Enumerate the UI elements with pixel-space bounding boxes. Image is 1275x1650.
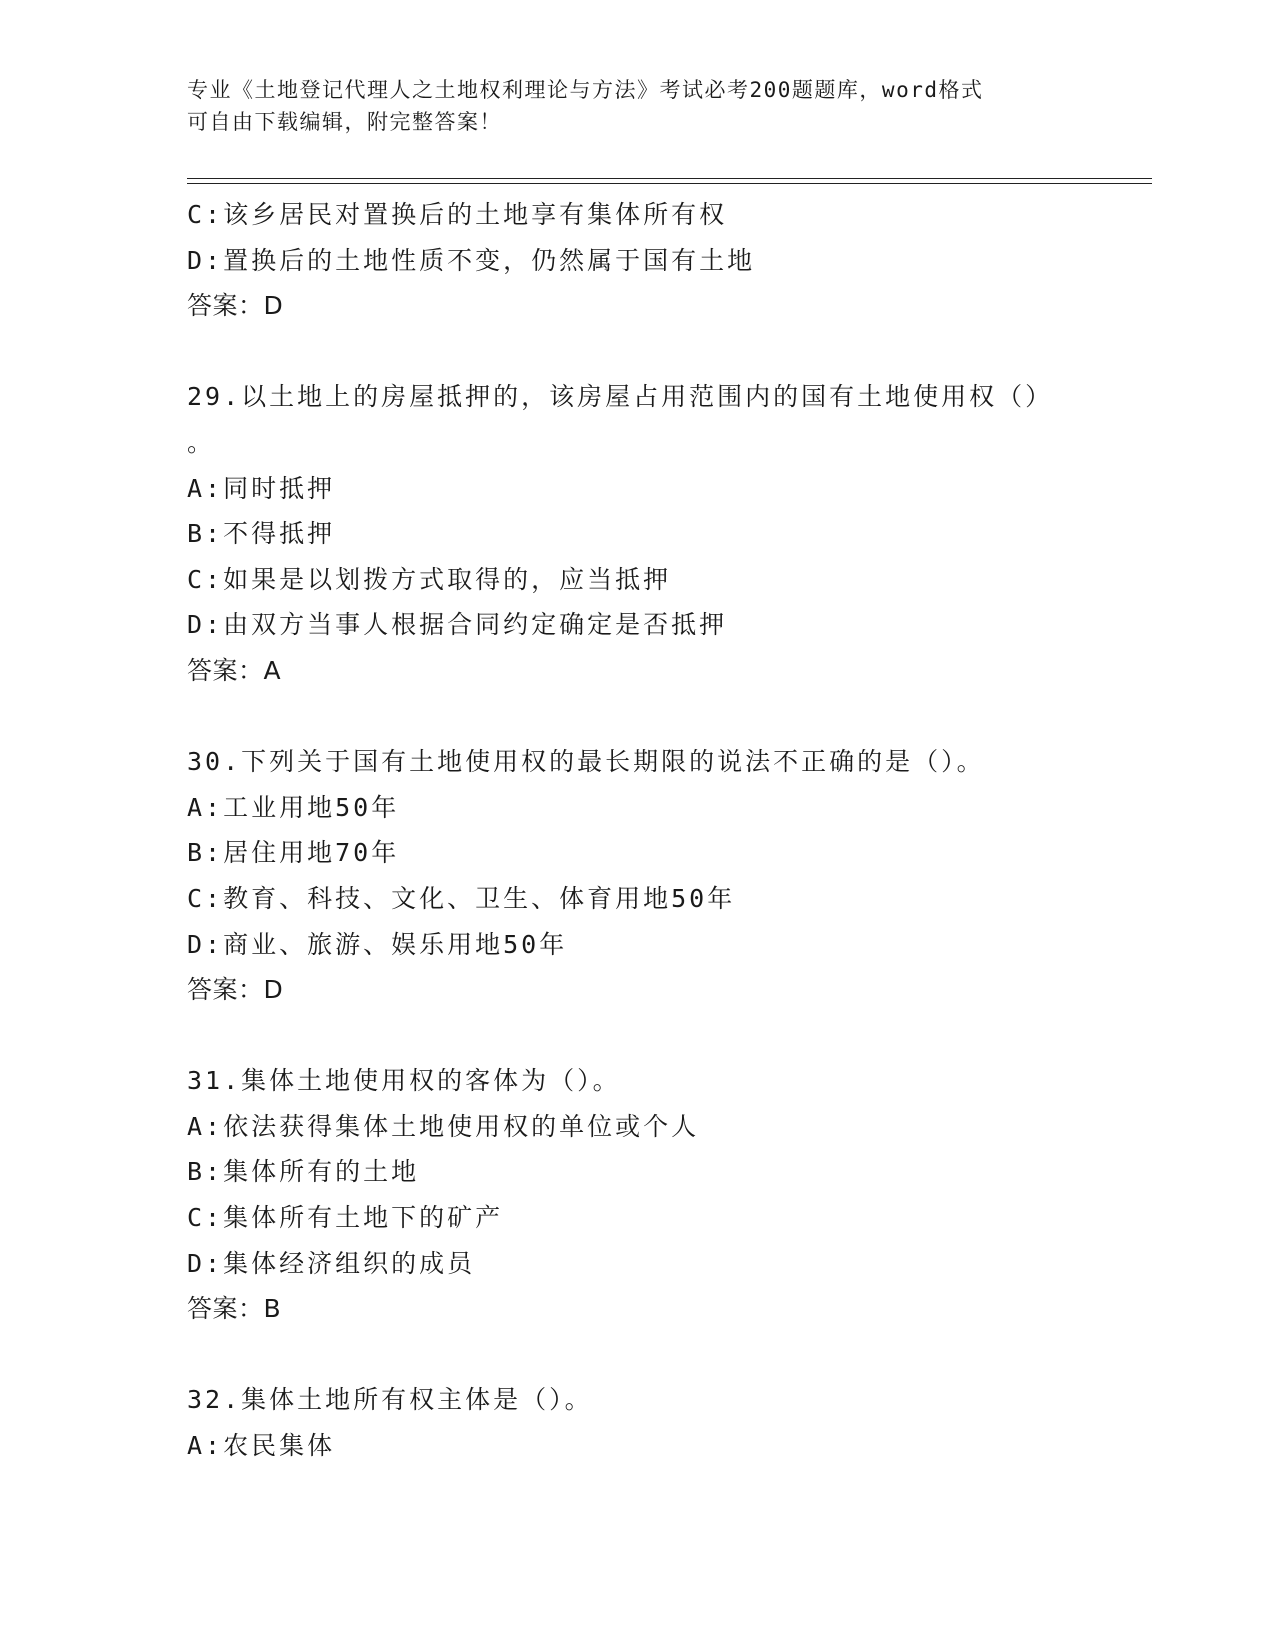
document-header (187, 74, 1067, 138)
header-divider-top (187, 178, 1152, 179)
option-d: D:集体经济组织的成员 (187, 1248, 476, 1278)
question-28-continuation (187, 192, 1087, 329)
answer-label: 答案：A (187, 655, 282, 685)
option-a: A:工业用地50年 (187, 792, 400, 822)
option-c: C:教育、科技、文化、卫生、体育用地50年 (187, 883, 736, 913)
spacer (187, 1332, 1087, 1378)
question-32 (187, 1377, 1087, 1468)
option-b: B:居住用地70年 (187, 838, 400, 868)
header-line-2: 可自由下载编辑，附完整答案！ (187, 110, 502, 134)
spacer (187, 694, 1087, 740)
question-31 (187, 1058, 1087, 1332)
answer-label: 答案：D (187, 975, 284, 1005)
question-list (187, 192, 1087, 1469)
question-30 (187, 739, 1087, 1013)
question-29 (187, 374, 1087, 693)
option-d: D:商业、旅游、娱乐用地50年 (187, 929, 568, 959)
question-stem-continuation: 。 (187, 427, 213, 457)
spacer (187, 1013, 1087, 1059)
header-divider-bottom (187, 183, 1152, 184)
question-stem: 32.集体土地所有权主体是（）。 (187, 1385, 593, 1415)
question-stem: 30.下列关于国有土地使用权的最长期限的说法不正确的是（）。 (187, 747, 985, 777)
option-d: D:置换后的土地性质不变，仍然属于国有土地 (187, 245, 756, 275)
question-stem: 31.集体土地使用权的客体为（）。 (187, 1066, 621, 1096)
option-c: C:集体所有土地下的矿产 (187, 1203, 504, 1233)
option-b: B:集体所有的土地 (187, 1157, 420, 1187)
answer-label: 答案：D (187, 291, 284, 321)
question-stem: 29.以土地上的房屋抵押的，该房屋占用范围内的国有土地使用权（） (187, 382, 1054, 412)
option-a: A:依法获得集体土地使用权的单位或个人 (187, 1111, 700, 1141)
header-line-1: 专业《土地登记代理人之土地权利理论与方法》考试必考200题题库，word格式 (187, 78, 984, 102)
option-c: C:如果是以划拨方式取得的，应当抵押 (187, 564, 672, 594)
option-a: A:农民集体 (187, 1431, 336, 1461)
option-d: D:由双方当事人根据合同约定确定是否抵押 (187, 610, 728, 640)
option-c: C:该乡居民对置换后的土地享有集体所有权 (187, 200, 728, 229)
option-a: A:同时抵押 (187, 473, 336, 503)
spacer (187, 329, 1087, 375)
option-b: B:不得抵押 (187, 519, 336, 549)
answer-label: 答案：B (187, 1294, 282, 1324)
